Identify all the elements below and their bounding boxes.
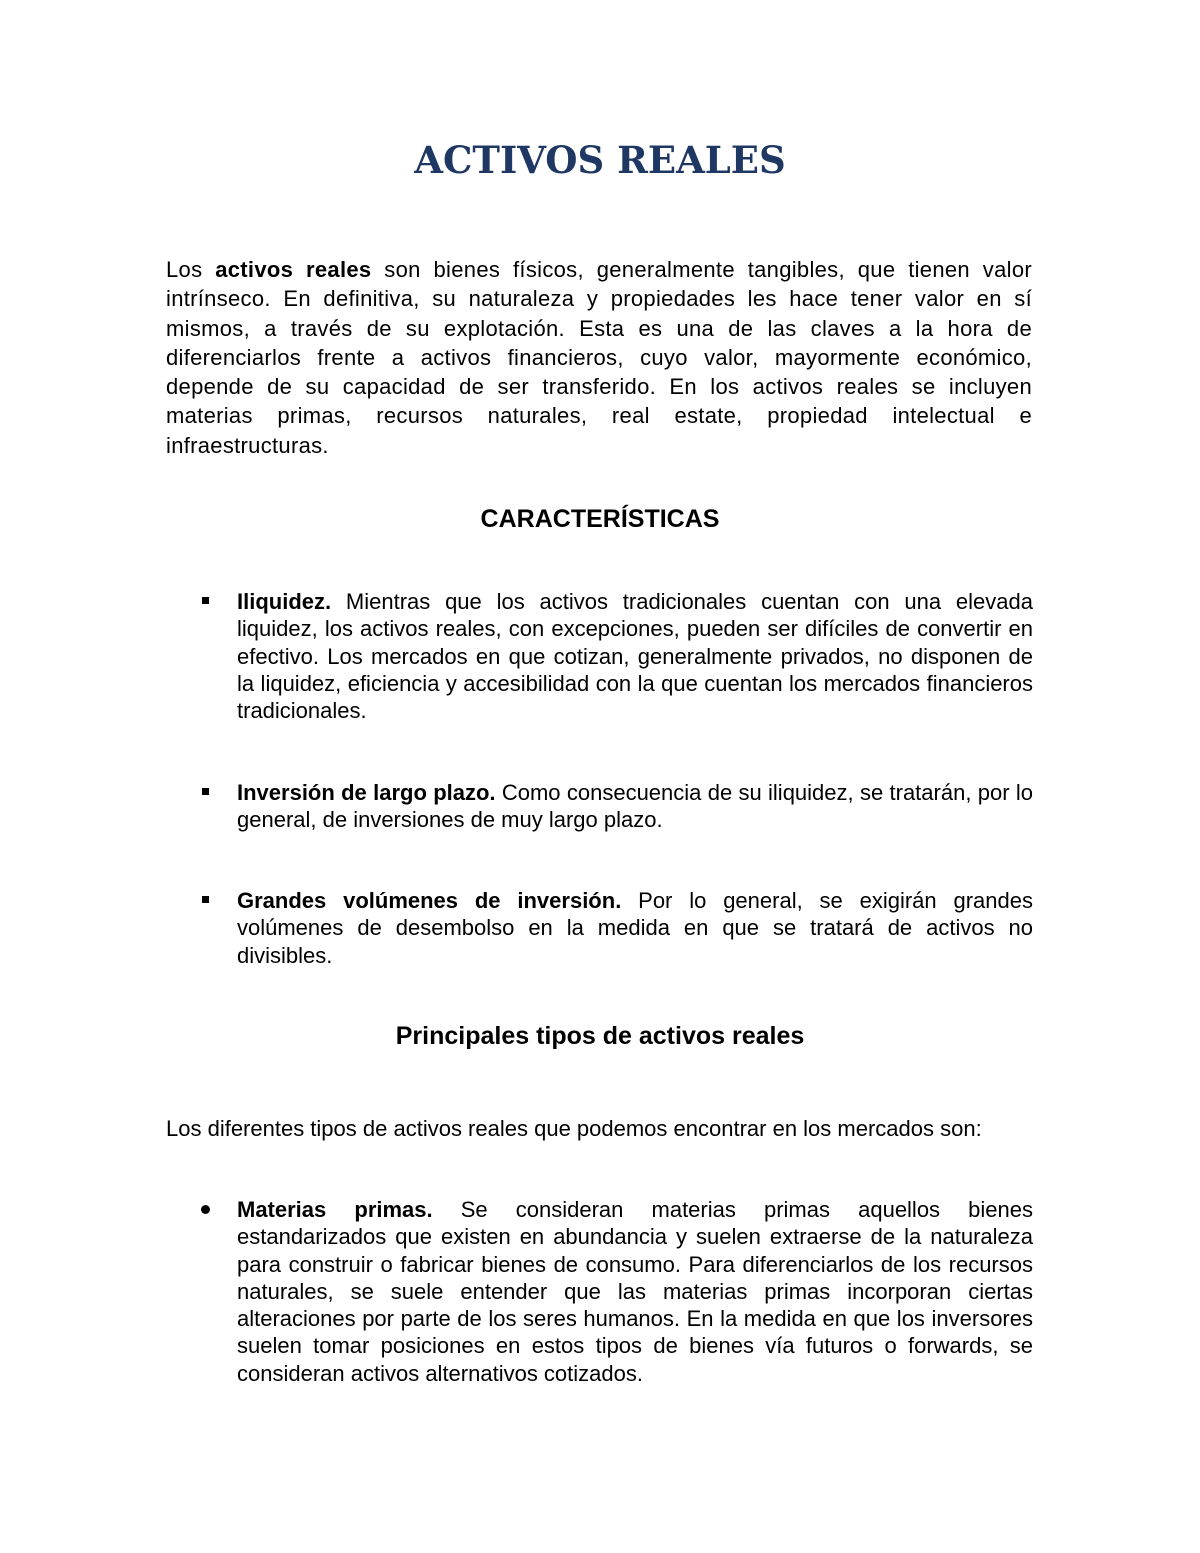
round-bullet-icon <box>201 1205 210 1214</box>
type-item-materias-primas <box>237 1196 1033 1387</box>
characteristic-item-largo-plazo <box>237 779 1033 834</box>
characteristic-term: Iliquidez. <box>237 589 332 614</box>
square-bullet-icon <box>202 896 209 903</box>
characteristic-term: Inversión de largo plazo. <box>237 780 496 805</box>
type-term: Materias primas. <box>237 1197 433 1222</box>
intro-text-rest: son bienes físicos, generalmente tangibles, que tienen valor intrínseco. En definitiva, su naturaleza y propiedades les hace tener valor en sí mismos, a través de su explotación. Esta es una de las claves a la hora de diferenciarlos frente a activos financieros, cuyo valor, mayormente económico, depende de su capacidad de ser transferido. En los activos reales se incluyen materias primas, recursos naturales, real estate, propiedad intelectual e infraestructuras. <box>166 257 1032 458</box>
characteristic-term: Grandes volúmenes de inversión. <box>237 888 622 913</box>
type-text: Se consideran materias primas aquellos bienes estandarizados que existen en abundancia y suelen extraerse de la naturaleza para construir o fabricar bienes de consumo. Para diferenciarlos de los recursos naturales, se suele entender que las materias primas incorporan ciertas alteraciones por parte de los seres humanos. En la medida en que los inversores suelen tomar posiciones en estos tipos de bienes vía futuros o forwards, se consideran activos alternativos cotizados. <box>237 1197 1033 1386</box>
intro-bold-term: activos reales <box>215 257 372 282</box>
page-title: ACTIVOS REALES <box>414 138 786 182</box>
square-bullet-icon <box>202 597 209 604</box>
characteristic-text: Como consecuencia de su iliquidez, se tratarán, por lo general, de inversiones de muy largo plazo. <box>237 780 1033 833</box>
intro-paragraph <box>166 255 1032 460</box>
square-bullet-icon <box>202 788 209 795</box>
characteristic-text: Mientras que los activos tradicionales cuentan con una elevada liquidez, los activos reales, con excepciones, pueden ser difíciles de convertir en efectivo. Los mercados en que cotizan, generalmente privados, no disponen de la liquidez, eficiencia y accesibilidad con la que cuentan los mercados financieros tradicionales. <box>237 589 1033 724</box>
types-lead-text: Los diferentes tipos de activos reales que podemos encontrar en los mercados son: <box>166 1116 982 1141</box>
types-heading: Principales tipos de activos reales <box>395 1022 805 1050</box>
characteristic-item-grandes-volumenes <box>237 887 1033 969</box>
characteristic-item-iliquidez <box>237 588 1033 724</box>
intro-text-start: Los <box>166 257 216 282</box>
characteristics-heading: CARACTERÍSTICAS <box>480 505 720 533</box>
characteristic-text: Por lo general, se exigirán grandes volúmenes de desembolso en la medida en que se tratará de activos no divisibles. <box>237 888 1033 968</box>
